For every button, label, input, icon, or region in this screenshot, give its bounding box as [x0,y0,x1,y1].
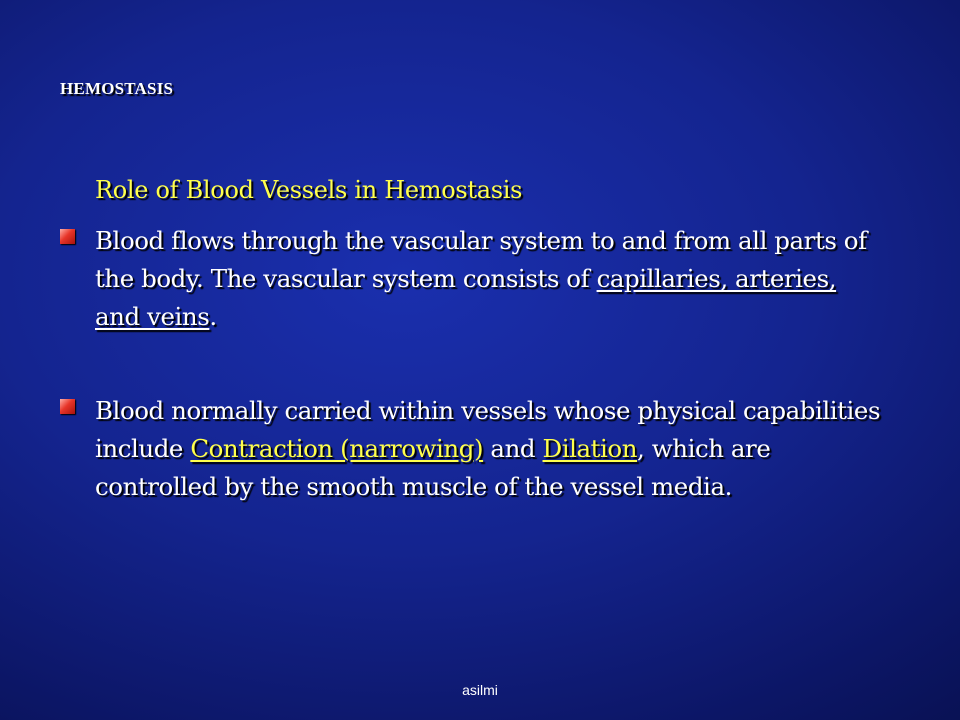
slide-subtitle: Role of Blood Vessels in Hemostasis [95,176,523,204]
highlighted-term-contraction: Contraction (narrowing) [190,434,484,463]
bullet-text [95,222,885,336]
bullet-text-segment: and [483,434,543,463]
bullet-text-segment: Blood flows through the vascular system to and from all parts of the body. The vascular system consists of [95,226,867,293]
red-square-bullet-icon [60,229,75,244]
slide-footer: asilmi [462,682,498,698]
red-square-bullet-icon [60,399,75,414]
underlined-term: capillaries, arteries, and veins [95,264,837,331]
highlighted-term-dilation: Dilation [542,434,638,463]
bullet-text [95,392,885,506]
bullet-text-segment: , which are controlled by the smooth muscle of the vessel media. [95,434,771,501]
slide-title: HEMOSTASIS [60,79,174,98]
bullet-text-segment: . [209,302,217,331]
bullet-text-segment: Blood normally carried within vessels whose physical capabilities include [95,396,881,463]
